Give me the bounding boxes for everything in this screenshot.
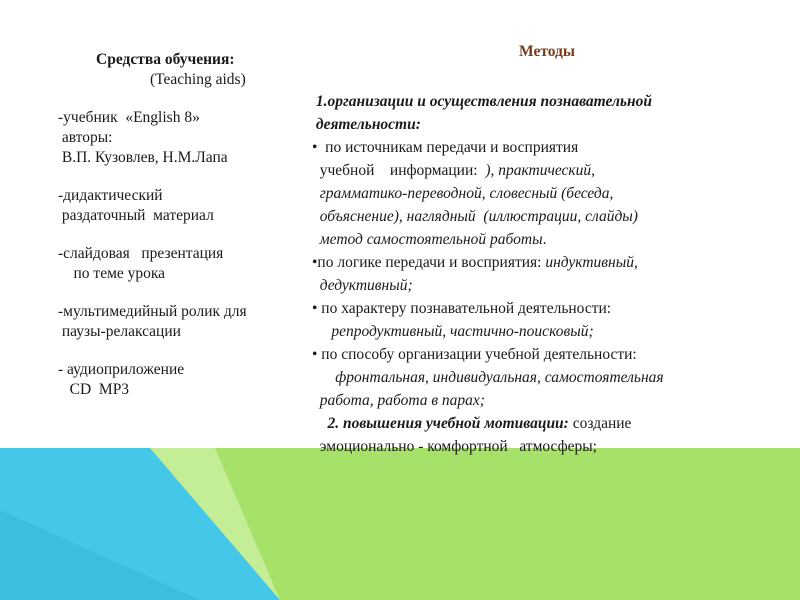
- methods-line: [312, 389, 782, 412]
- methods-line: [312, 113, 782, 136]
- methods-text-segment: 2. повышения учебной мотивации:: [312, 415, 573, 432]
- methods-line: [312, 159, 782, 182]
- methods-line: [312, 297, 782, 320]
- teaching-aids-list: [58, 108, 308, 400]
- methods-text-segment: ), практический,: [485, 162, 596, 179]
- methods-line: [312, 251, 782, 274]
- methods-text-segment: метод самостоятельной работы: [312, 231, 543, 248]
- methods-text-segment: фронтальная, индивидуальная, самостоятельная: [312, 369, 664, 386]
- teaching-aid-line: -учебник «English 8»: [58, 109, 200, 126]
- teaching-aid-line: -слайдовая презентация: [58, 245, 224, 262]
- methods-text-segment: объяснение), наглядный (иллюстрации, слайды): [312, 208, 638, 225]
- teaching-aid-line: по теме урока: [58, 265, 166, 282]
- methods-list: [312, 90, 782, 458]
- teaching-aid-line: CD MP3: [58, 381, 130, 398]
- methods-text-segment: эмоционально - комфортной атмосферы;: [312, 438, 597, 455]
- methods-text-segment: грамматико-переводной, словесный (беседа,: [312, 185, 614, 202]
- teaching-aid-line: раздаточный материал: [58, 207, 214, 224]
- methods-text-segment: создание: [572, 415, 632, 432]
- teaching-aids-subheading: (Teaching aids): [150, 71, 246, 88]
- methods-text-segment: • по источникам передачи и восприятия: [312, 139, 579, 156]
- methods-line: [312, 412, 782, 435]
- teaching-aid-item: [58, 186, 308, 226]
- methods-line: [312, 366, 782, 389]
- methods-text-segment: • по характеру познавательной деятельности:: [312, 300, 612, 317]
- methods-line: [312, 274, 782, 297]
- methods-text-segment: .: [542, 231, 547, 248]
- teaching-aid-item: [58, 108, 308, 168]
- methods-line: [312, 228, 782, 251]
- methods-line: [312, 435, 782, 458]
- teaching-aids-heading: Средства обучения:: [96, 51, 235, 68]
- methods-text-segment: дедуктивный;: [312, 277, 413, 294]
- methods-text-segment: работа, работа в парах;: [312, 392, 485, 409]
- teaching-aids-column: [58, 50, 308, 418]
- methods-text-segment: учебной информации:: [312, 162, 486, 179]
- teaching-aid-line: паузы-релаксации: [58, 323, 181, 340]
- methods-text-segment: •по логике передачи и восприятия:: [312, 254, 546, 271]
- methods-line: [312, 343, 782, 366]
- methods-text-segment: • по способу организации учебной деятельности:: [312, 346, 637, 363]
- teaching-aid-line: -дидактический: [58, 187, 163, 204]
- teaching-aid-line: В.П. Кузовлев, Н.М.Лапа: [58, 149, 228, 166]
- methods-text-segment: репродуктивный, частично-поисковый;: [312, 323, 594, 340]
- teaching-aid-item: [58, 244, 308, 284]
- methods-line: [312, 182, 782, 205]
- teaching-aid-line: авторы:: [58, 129, 113, 146]
- methods-text-segment: 1.организации и осуществления познавательной: [312, 93, 652, 110]
- teaching-aid-item: [58, 360, 308, 400]
- methods-text-segment: деятельности:: [312, 116, 421, 133]
- teaching-aid-line: - аудиоприложение: [58, 361, 185, 378]
- methods-line: [312, 320, 782, 343]
- methods-text-segment: индуктивный,: [545, 254, 638, 271]
- teaching-aid-item: [58, 302, 308, 342]
- methods-line: [312, 90, 782, 113]
- teaching-aid-line: -мультимедийный ролик для: [58, 303, 247, 320]
- methods-title: Методы: [519, 43, 575, 60]
- methods-line: [312, 205, 782, 228]
- methods-line: [312, 136, 782, 159]
- methods-column: [312, 40, 782, 458]
